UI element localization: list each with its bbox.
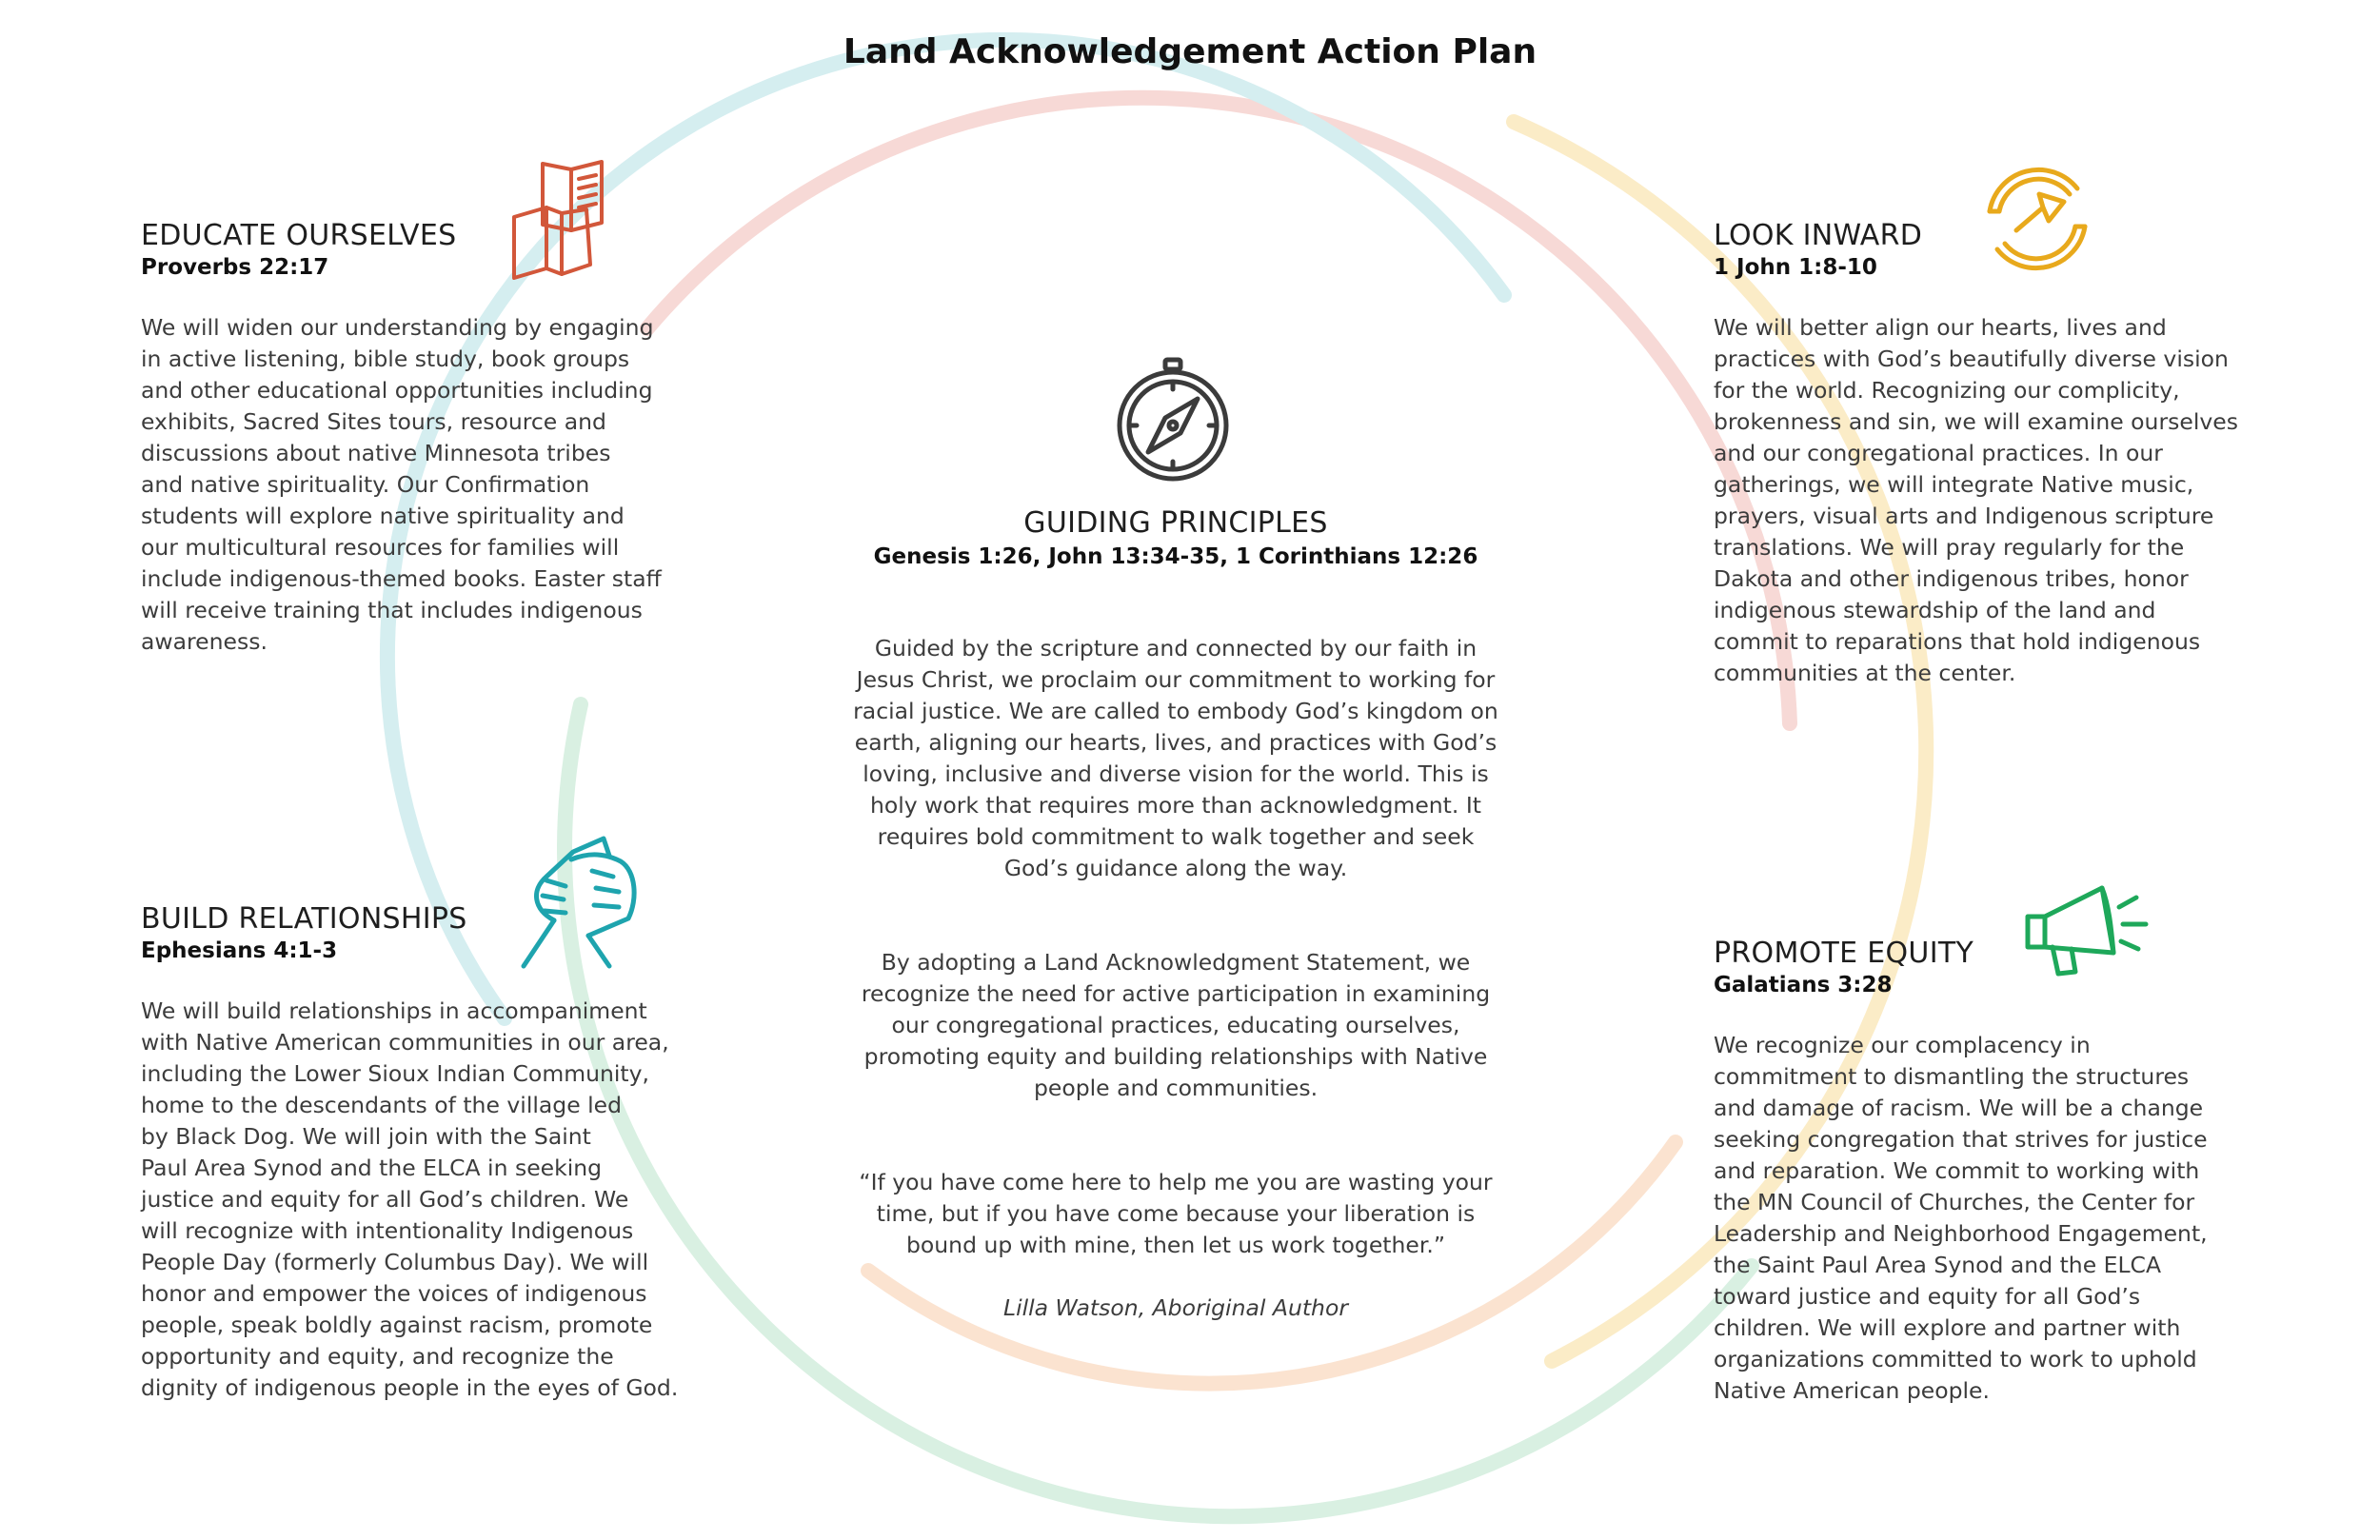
refresh-arrows-icon: [1971, 152, 2104, 286]
page-title: Land Acknowledgement Action Plan: [843, 32, 1537, 71]
center-body: [790, 602, 1561, 1355]
section-build-relationships: [141, 902, 731, 1404]
center-paragraph-1: Guided by the scripture and connected by our faith in Jesus Christ, we proclaim our commitment to working for racial justice. We are called to embody God’s kingdom on earth, aligning our hearts, lives, and practices with God’s loving, inclusive and diverse vision for the world. This is holy work that requires more than acknowledgment. It requires bold commitment to walk together and seek God’s guidance along the way.: [853, 635, 1498, 881]
center-paragraph-2: By adopting a Land Acknowledgment Statement, we recognize the need for active participation in examining our congregational practices, educating ourselves, promoting equity and building relationships with Native people and communities.: [861, 949, 1491, 1101]
inward-body: We will better align our hearts, lives and practices with God’s beautifully diverse vision for the world. Recognizing our complicity, brokenness and sin, we will examine ourselves and our congregational practices. In our gatherings, we will integrate Native music, prayers, visual arts and Indigenous scripture translations. We will pray regularly for the Dakota and other indigenous tribes, honor indigenous stewardship of the land and commit to reparations that hold indigenous communities at the center.: [1714, 314, 2238, 686]
section-promote-equity: [1714, 937, 2323, 1407]
equity-heading: PROMOTE EQUITY: [1714, 937, 1974, 970]
section-look-inward: [1714, 219, 2323, 689]
handshake-icon: [514, 833, 647, 971]
section-guiding-principles: [790, 506, 1561, 1355]
compass-icon: [1114, 357, 1233, 485]
center-heading: GUIDING PRINCIPLES: [1023, 506, 1328, 540]
equity-body: We recognize our complacency in commitment to dismantling the structures and damage of racism. We will be a change seeking congregation that strives for justice and reparation. We commit to working with the MN Council of Churches, the Center for Leadership and Neighborhood Engagement, the Saint Paul Area Synod and the ELCA toward justice and equity for all God’s children. We will explore and partner with organizations committed to work to uphold Native American people.: [1714, 1032, 2208, 1404]
center-quote-author: Lilla Watson, Aboriginal Author: [1003, 1294, 1348, 1321]
educate-heading: EDUCATE OURSELVES: [141, 219, 457, 252]
center-reference: Genesis 1:26, John 13:34-35, 1 Corinthians 12:26: [873, 544, 1478, 569]
educate-reference: Proverbs 22:17: [141, 255, 329, 280]
center-quote: “If you have come here to help me you are wasting your time, but if you have come because your liberation is bound up with mine, then let us work together.”: [859, 1169, 1493, 1258]
relationships-reference: Ephesians 4:1-3: [141, 938, 338, 963]
inward-reference: 1 John 1:8-10: [1714, 255, 1877, 280]
megaphone-icon: [2018, 880, 2152, 995]
educate-body: We will widen our understanding by engaging in active listening, bible study, book groups and other educational opportunities including exhibits, Sacred Sites tours, resource and discussions about native Minnesota tribes and native spirituality. Our Confirmation students will explore native spirituality and our multicultural resources for families will include indigenous-themed books. Easter staff will receive training that includes indigenous awareness.: [141, 314, 662, 655]
relationships-body: We will build relationships in accompaniment with Native American communities in our area, including the Lower Sioux Indian Community, home to the descendants of the village led by Black Dog. We will join with the Saint Paul Area Synod and the ELCA in seeking justice and equity for all God’s children. We will recognize with intentionality Indigenous People Day (formerly Columbus Day). We will honor and empower the voices of indigenous people, speak boldly against racism, promote opportunity and equity, and recognize the dignity of indigenous people in the eyes of God.: [141, 997, 679, 1401]
open-book-icon: [505, 152, 638, 286]
inward-heading: LOOK INWARD: [1714, 219, 1923, 252]
relationships-heading: BUILD RELATIONSHIPS: [141, 902, 467, 936]
equity-reference: Galatians 3:28: [1714, 973, 1893, 997]
